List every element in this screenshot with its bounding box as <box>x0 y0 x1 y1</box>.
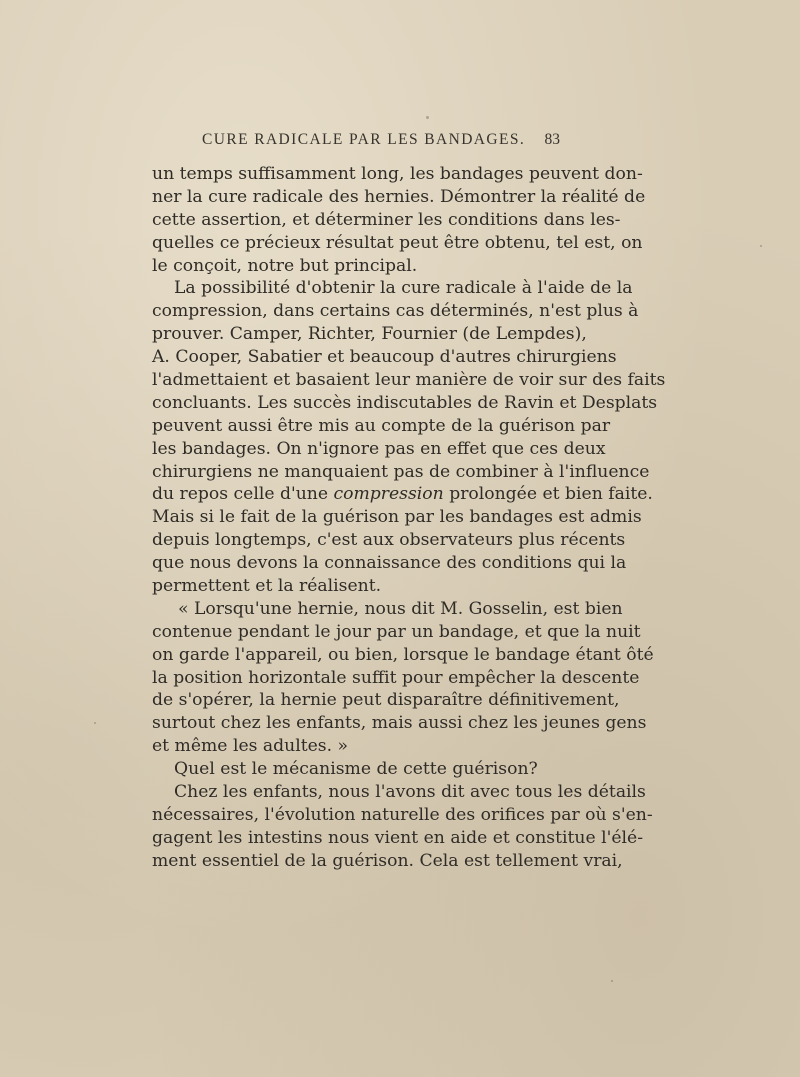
text-line: permettent et la réalisent. <box>152 576 382 597</box>
page-number: 83 <box>544 131 560 148</box>
text-line: « Lorsqu'une hernie, nous dit M. Gosselin, est bien <box>178 598 623 619</box>
text-line: la position horizontale suffit pour empêcher la descente <box>152 667 640 688</box>
text-line: les bandages. On n'ignore pas en effet que ces deux <box>152 438 606 459</box>
running-title: CURE RADICALE PAR LES BANDAGES. <box>202 131 526 148</box>
text-line: prouver. Camper, Richter, Fournier (de Lempdes), <box>152 324 587 345</box>
running-head <box>150 131 560 155</box>
paper-speck <box>611 980 613 982</box>
text-line: Chez les enfants, nous l'avons dit avec tous les détails <box>174 782 646 803</box>
text-line: que nous devons la connaissance des conditions qui la <box>152 553 627 574</box>
text-line: on garde l'appareil, ou bien, lorsque le bandage étant ôté <box>152 644 654 665</box>
text-line: ner la cure radicale des hernies. Démontrer la réalité de <box>152 186 646 207</box>
text-line: l'admettaient et basaient leur manière de voir sur des faits <box>152 370 666 391</box>
text-line: Mais si le fait de la guérison par les bandages est admis <box>152 507 642 528</box>
text-line: compression, dans certains cas déterminés, n'est plus à <box>152 301 639 322</box>
paper-speck <box>94 722 96 724</box>
text-line: contenue pendant le jour par un bandage, et que la nuit <box>152 621 641 642</box>
paper-speck <box>760 245 762 247</box>
body-text <box>152 163 666 873</box>
text-line: Quel est le mécanisme de cette guérison? <box>174 759 538 780</box>
text-segment: du repos celle d'une <box>152 484 329 505</box>
text-line: et même les adultes. » <box>152 736 349 757</box>
text-line-mixed <box>152 483 653 506</box>
text-line: le conçoit, notre but principal. <box>152 255 418 276</box>
text-segment: prolongée et bien faite. <box>449 484 653 505</box>
text-line: peuvent aussi être mis au compte de la guérison par <box>152 415 611 436</box>
text-line: nécessaires, l'évolution naturelle des orifices par où s'en- <box>152 804 653 825</box>
text-line: un temps suffisamment long, les bandages peuvent don- <box>152 164 643 184</box>
text-line: cette assertion, et déterminer les conditions dans les- <box>152 209 621 230</box>
text-line: quelles ce précieux résultat peut être obtenu, tel est, on <box>152 232 643 253</box>
paper-speck <box>426 116 429 119</box>
text-line: surtout chez les enfants, mais aussi chez les jeunes gens <box>152 713 647 734</box>
text-line: La possibilité d'obtenir la cure radicale à l'aide de la <box>174 278 633 299</box>
text-line: de s'opérer, la hernie peut disparaître définitivement, <box>152 690 620 711</box>
text-line: depuis longtemps, c'est aux observateurs plus récents <box>152 530 626 551</box>
text-line: ment essentiel de la guérison. Cela est tellement vrai, <box>152 850 623 871</box>
text-line: concluants. Les succès indiscutables de Ravin et Desplats <box>152 392 658 413</box>
text-line: gagent les intestins nous vient en aide et constitue l'élé- <box>152 827 644 848</box>
text-line: chirurgiens ne manquaient pas de combiner à l'influence <box>152 461 650 482</box>
emphasized-word: compression <box>333 484 444 505</box>
text-line: A. Cooper, Sabatier et beaucoup d'autres chirurgiens <box>152 347 617 368</box>
